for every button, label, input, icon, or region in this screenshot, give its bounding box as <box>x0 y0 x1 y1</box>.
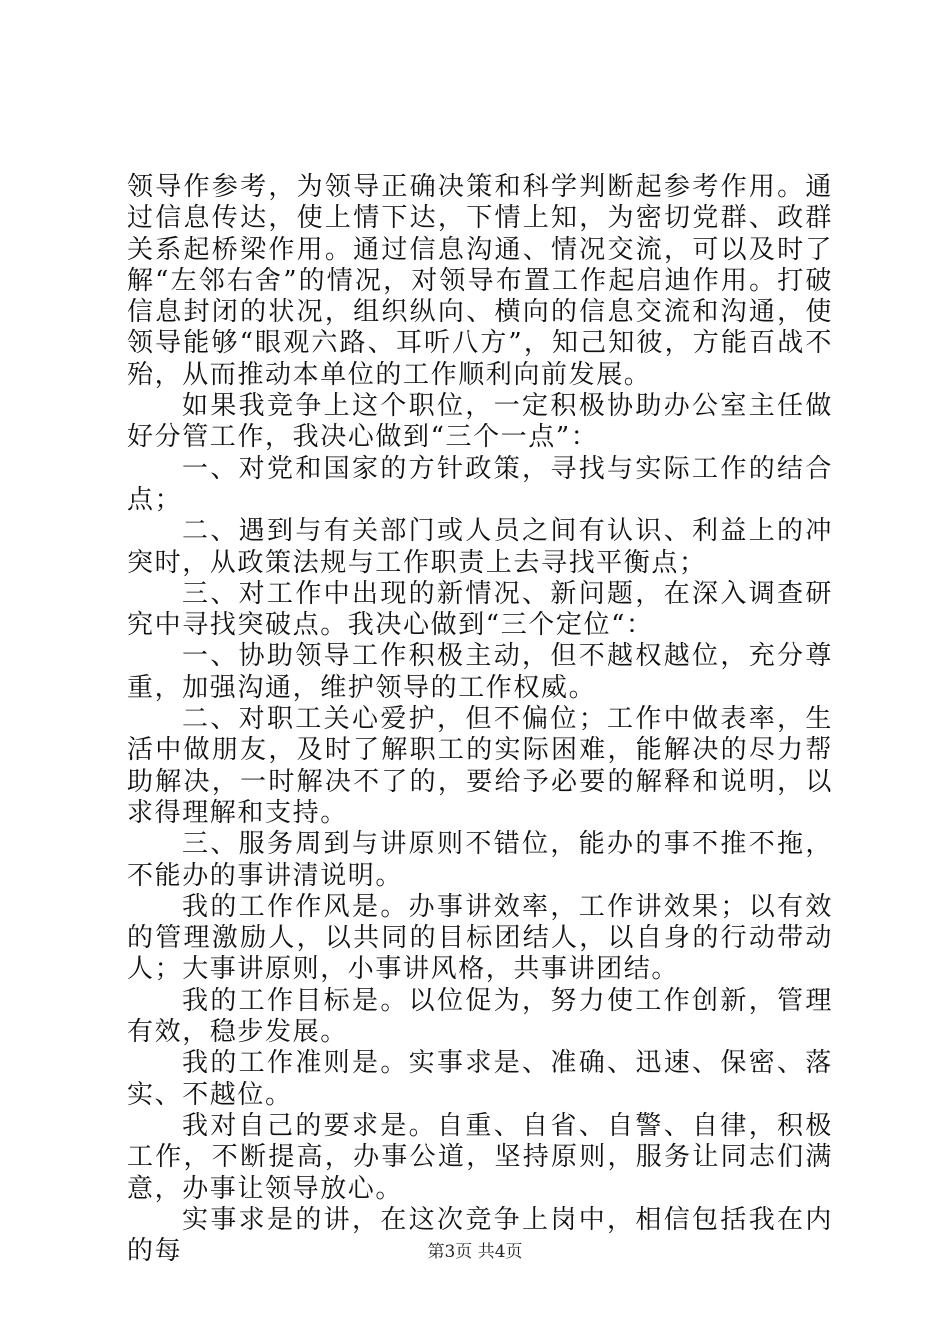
paragraph: 实事求是的讲，在这次竞争上岗中，相信包括我在内的每 <box>127 1204 833 1267</box>
paragraph: 二、遇到与有关部门或人员之间有认识、利益上的冲突时，从政策法规与工作职责上去寻找平衡点； <box>127 516 833 578</box>
paragraph: 三、对工作中出现的新情况、新问题，在深入调查研究中寻找突破点。我决心做到“三个定位“： <box>127 578 833 641</box>
paragraph: 我的工作目标是。以位促为，努力使工作创新，管理有效，稳步发展。 <box>127 985 833 1048</box>
document-body <box>127 172 833 1267</box>
paragraph: 一、协助领导工作积极主动，但不越权越位，充分尊重，加强沟通，维护领导的工作权威。 <box>127 641 833 703</box>
paragraph: 三、服务周到与讲原则不错位，能办的事不推不拖，不能办的事讲清说明。 <box>127 829 833 891</box>
paragraph: 我对自己的要求是。自重、自省、自警、自律，积极工作，不断提高，办事公道，坚持原则，服务让同志们满意，办事让领导放心。 <box>127 1110 833 1204</box>
paragraph: 如果我竞争上这个职位，一定积极协助办公室主任做好分管工作，我决心做到“三个一点”： <box>127 391 833 453</box>
paragraph: 我的工作准则是。实事求是、准确、迅速、保密、落实、不越位。 <box>127 1048 833 1110</box>
paragraph: 一、对党和国家的方针政策，寻找与实际工作的结合点； <box>127 453 833 515</box>
page-number: 第3页 共4页 <box>427 1242 523 1262</box>
paragraph: 领导作参考，为领导正确决策和科学判断起参考作用。通过信息传达，使上情下达，下情上知，为密切党群、政群关系起桥梁作用。通过信息沟通、情况交流，可以及时了解“左邻右舍”的情况，对领导布置工作起启迪作用。打破信息封闭的状况，组织纵向、横向的信息交流和沟通，使领导能够“眼观六路、耳听八方”，知己知彼，方能百战不殆，从而推动本单位的工作顺利向前发展。 <box>127 172 833 390</box>
paragraph: 我的工作作风是。办事讲效率，工作讲效果；以有效的管理激励人，以共同的目标团结人，以自身的行动带动人；大事讲原则，小事讲风格，共事讲团结。 <box>127 891 833 985</box>
paragraph: 二、对职工关心爱护，但不偏位；工作中做表率，生活中做朋友，及时了解职工的实际困难，能解决的尽力帮助解决，一时解决不了的，要给予必要的解释和说明，以求得理解和支持。 <box>127 704 833 828</box>
